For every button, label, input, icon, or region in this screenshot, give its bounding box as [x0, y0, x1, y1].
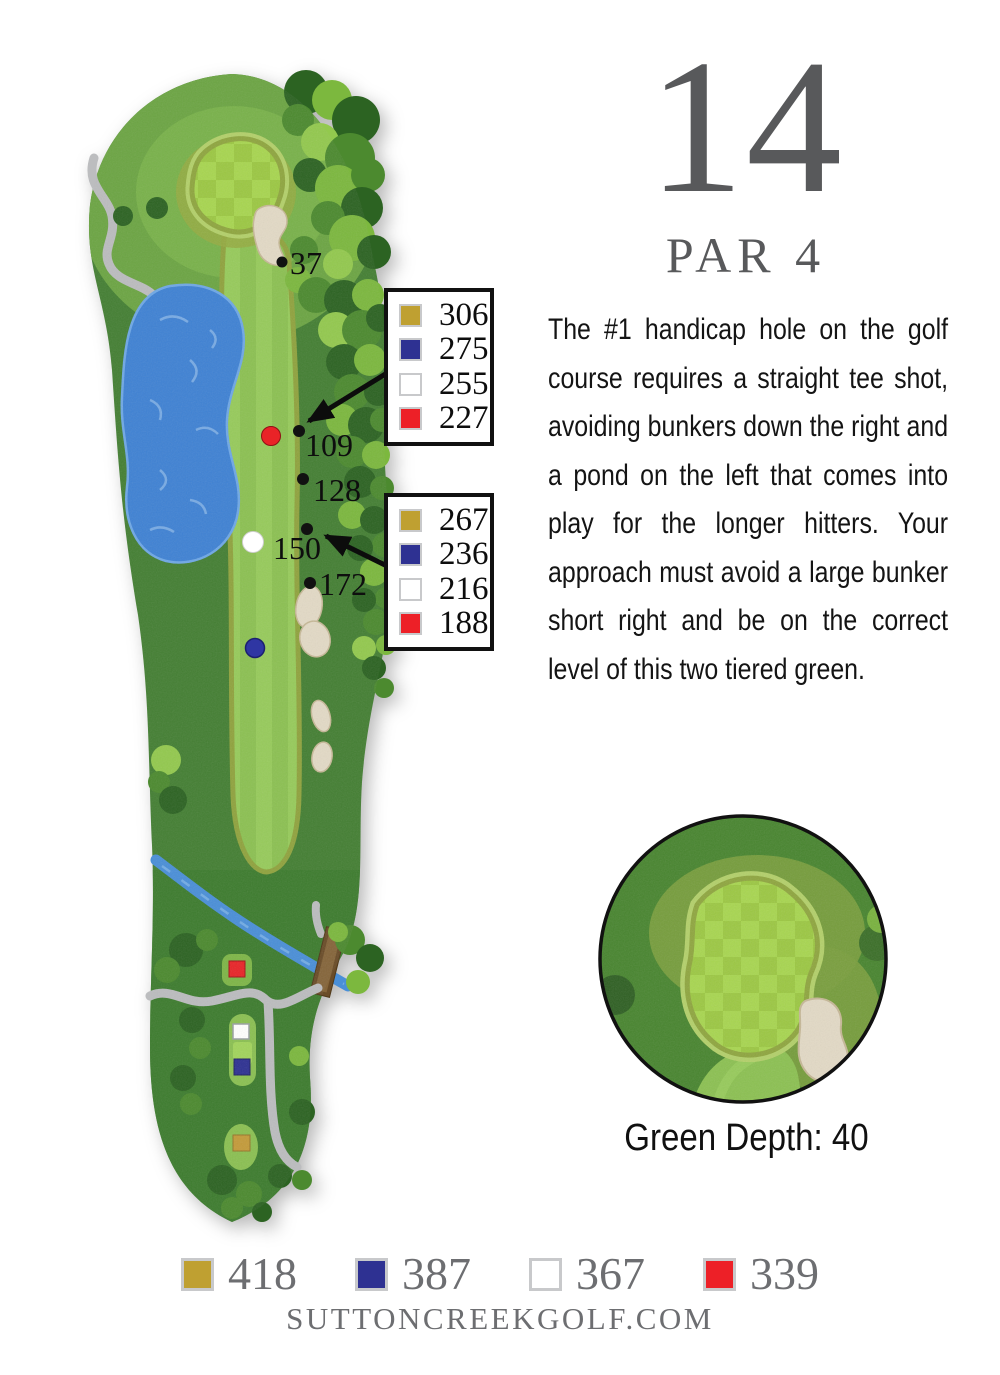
yardage-value: 306	[439, 296, 489, 333]
white-tee-swatch	[399, 578, 422, 601]
red-tee-swatch	[703, 1258, 736, 1291]
yardage-row	[399, 402, 490, 436]
dot-172	[304, 577, 316, 589]
marker-label-37: 37	[290, 245, 322, 281]
hole-header	[556, 20, 936, 284]
hole-number: 14	[648, 20, 844, 233]
yardage-value: 216	[439, 570, 489, 607]
red-aim-dot	[262, 427, 281, 446]
hole-description	[548, 306, 948, 694]
green-depth-text: Green Depth: 40	[623, 1117, 869, 1159]
yardage-row	[399, 538, 490, 572]
white-tee-swatch	[399, 373, 422, 396]
blue-aim-dot	[246, 639, 265, 658]
yardage-row	[399, 298, 490, 332]
yardage-value: 255	[439, 365, 489, 402]
gold-tee-swatch	[399, 304, 422, 327]
yardage-value: 275	[439, 331, 489, 368]
dot-128	[297, 473, 309, 485]
yardage-row	[399, 333, 490, 367]
yardage-value: 236	[439, 536, 489, 573]
tee-distance: 418	[228, 1248, 297, 1299]
green-closeup-inset	[597, 813, 889, 1105]
tee-legend-item-blue	[355, 1248, 471, 1299]
hole-description-text: The #1 handicap hole on the golf course requires a straight tee shot, avoiding bunkers down the right and a pond on the left that comes into play for the longer hitters. Your approach must avoid a large bunker short right and be on the correct level of this two tiered green.	[548, 313, 949, 686]
tee-legend-item-gold	[181, 1248, 297, 1299]
dot-109	[293, 425, 305, 437]
yardage-box-2	[384, 493, 494, 651]
white-tee-swatch	[529, 1258, 562, 1291]
blue-tee-swatch	[399, 543, 422, 566]
tee-legend-item-white	[529, 1248, 645, 1299]
yardage-value: 188	[439, 605, 489, 642]
dot-37	[277, 257, 288, 268]
gold-tee-swatch	[181, 1258, 214, 1291]
tee-distance: 387	[402, 1248, 471, 1299]
tee-legend-item-red	[703, 1248, 819, 1299]
hole-par: PAR 4	[665, 227, 827, 283]
blue-tee-swatch	[355, 1258, 388, 1291]
grass-texture	[60, 60, 420, 1240]
yardage-row	[399, 607, 490, 641]
blue-tee-swatch	[399, 338, 422, 361]
tee-distance: 339	[750, 1248, 819, 1299]
green-depth	[560, 1117, 932, 1160]
marker-label-109: 109	[305, 427, 353, 463]
yardage-box-1	[384, 288, 494, 446]
website-url: SUTTONCREEKGOLF.COM	[286, 1301, 714, 1336]
red-tee-swatch	[399, 407, 422, 430]
yardage-value: 227	[439, 400, 489, 437]
yardage-value: 267	[439, 501, 489, 538]
marker-label-128: 128	[313, 472, 361, 508]
gold-tee-swatch	[399, 509, 422, 532]
red-tee-swatch	[399, 612, 422, 635]
yardage-row	[399, 503, 490, 537]
marker-label-172: 172	[319, 566, 367, 602]
tee-distance: 367	[576, 1248, 645, 1299]
yardage-row	[399, 572, 490, 606]
yardage-row	[399, 367, 490, 401]
tee-legend	[0, 1248, 1000, 1299]
white-aim-dot	[243, 532, 264, 553]
marker-label-150: 150	[273, 530, 321, 566]
